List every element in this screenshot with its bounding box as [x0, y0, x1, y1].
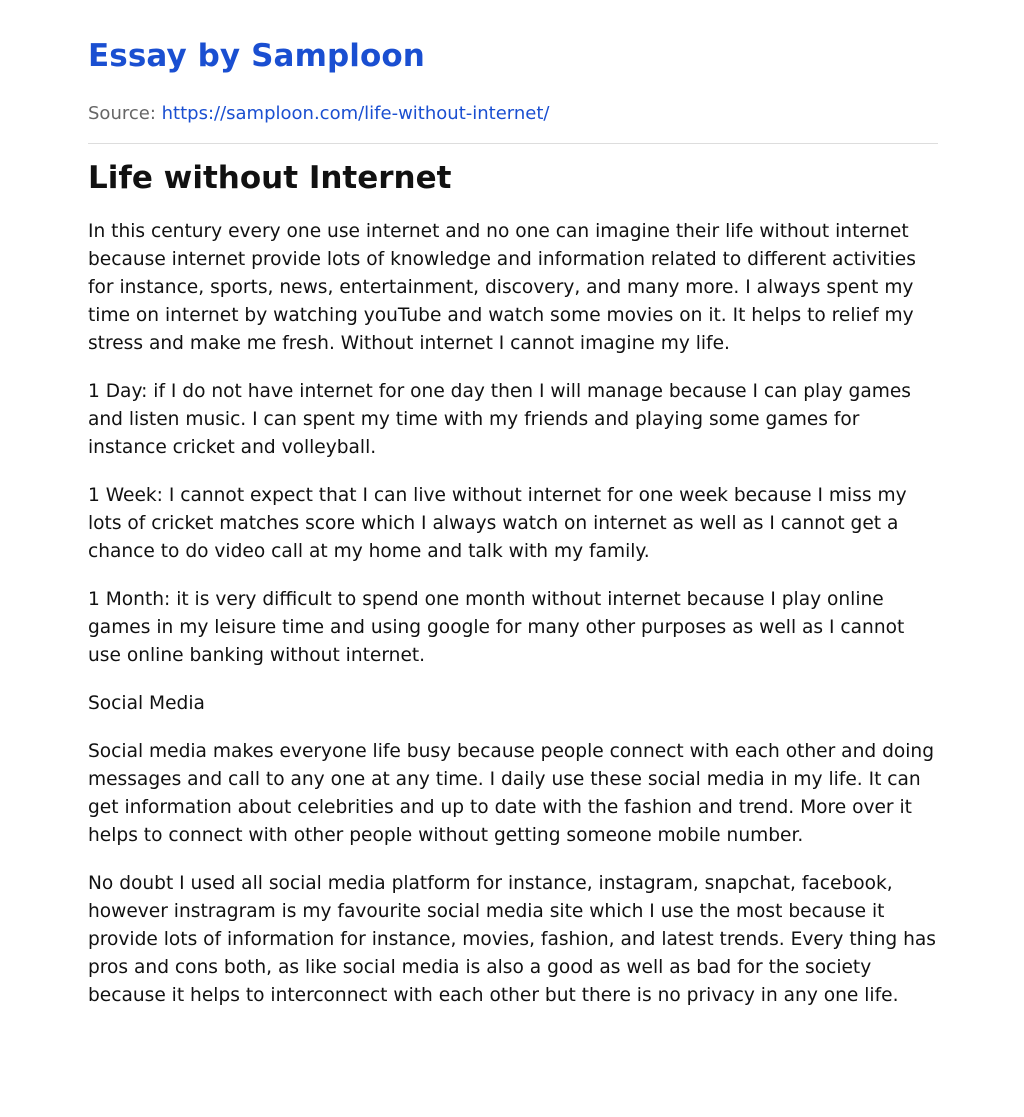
paragraph-social-media: Social media makes everyone life busy because people connect with each other and doing messages and call to any one at any time. I daily use these social media in my life. It can get information about celebrities and up to date with the fashion and trend. More over it helps to connect with other people without getting someone mobile number.: [88, 741, 934, 846]
document-page: [88, 34, 938, 1030]
section-heading-social-media: Social Media: [88, 693, 205, 714]
header-divider: [88, 143, 938, 144]
source-line: [88, 102, 938, 126]
paragraph-intro: In this century every one use internet and no one can imagine their life without internet because internet provide lots of knowledge and information related to different activities for instance, sports, news, entertainment, discovery, and many more. I always spent my time on internet by watching youTube and watch some movies on it. It helps to relief my stress and make me fresh. Without internet I cannot imagine my life.: [88, 221, 916, 354]
paragraph-platforms: No doubt I used all social media platform for instance, instagram, snapchat, facebook, however instragram is my favourite social media site which I use the most because it provide lots of information for instance, movies, fashion, and latest trends. Every thing has pros and cons both, as like social media is also a good as well as bad for the society because it helps to interconnect with each other but there is no privacy in any one life.: [88, 873, 936, 1006]
source-label: Source:: [88, 103, 156, 124]
site-title: Essay by Samploon: [88, 38, 425, 74]
source-link[interactable]: https://samploon.com/life-without-internet/: [161, 103, 550, 124]
paragraph-one-month: 1 Month: it is very difficult to spend one month without internet because I play online games in my leisure time and using google for many other purposes as well as I cannot use online banking without internet.: [88, 589, 905, 666]
essay-body: [88, 218, 938, 1010]
essay-title: Life without Internet: [88, 160, 452, 196]
paragraph-one-week: 1 Week: I cannot expect that I can live without internet for one week because I miss my lots of cricket matches score which I always watch on internet as well as I cannot get a chance to do video call at my home and talk with my family.: [88, 485, 907, 562]
paragraph-one-day: 1 Day: if I do not have internet for one day then I will manage because I can play games and listen music. I can spent my time with my friends and playing some games for instance cricket and volleyball.: [88, 381, 911, 458]
